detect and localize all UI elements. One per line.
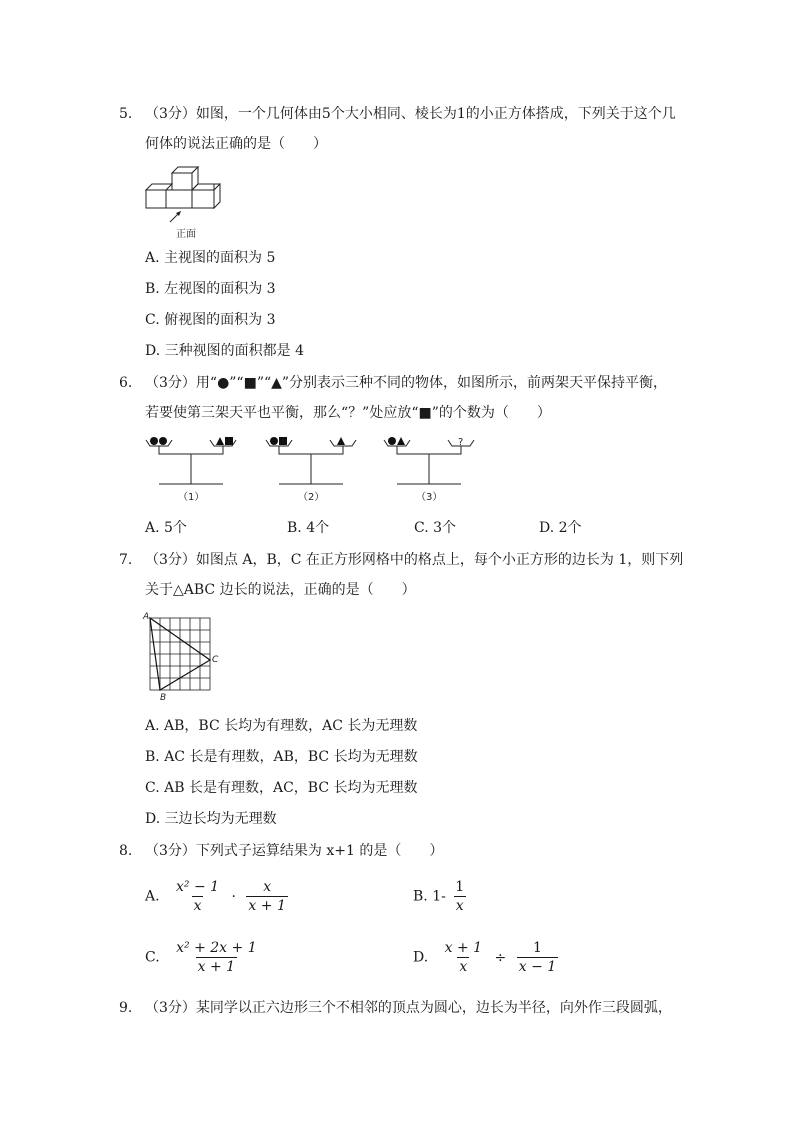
q6-text-1: （3分）用“●”“■”“▲”分别表示三种不同的物体，如图所示，前两架天平保持平衡， <box>145 375 668 391</box>
q7-option-b[interactable]: B. AC 长是有理数，AB，BC 长均为无理数 <box>145 749 418 765</box>
circle-shape <box>150 437 158 445</box>
q5-option-c[interactable]: C. 俯视图的面积为 3 <box>145 312 276 328</box>
numerator: 1 <box>455 879 465 895</box>
q6-option-c[interactable]: C. 3个 <box>414 520 457 536</box>
q5-text-1: （3分）如图，一个几何体由5个大小相同、棱长为1的小正方体搭成，下列关于这个几 <box>145 106 676 122</box>
q8-option-c-label: C. <box>145 949 160 966</box>
circle-shape <box>159 437 167 445</box>
q9-line1 <box>119 998 672 1018</box>
q6-line1 <box>119 373 667 393</box>
fraction <box>443 940 484 975</box>
q5-line1 <box>119 104 676 124</box>
q8-option-b[interactable] <box>413 879 469 914</box>
point-c-label: C <box>212 655 219 665</box>
fraction <box>517 940 558 975</box>
q5-option-a[interactable]: A. 主视图的面积为 5 <box>145 250 276 266</box>
q6-option-d[interactable]: D. 2个 <box>539 520 582 536</box>
square-shape <box>279 437 287 445</box>
q5-option-d[interactable]: D. 三种视图的面积都是 4 <box>145 343 304 359</box>
q5-cube-figure <box>140 160 230 242</box>
q7-line1 <box>119 550 683 570</box>
q7-text-1: （3分）如图点 A，B，C 在正方形网格中的格点上，每个小正方形的边长为 1，则下列 <box>145 552 684 568</box>
q6-text-2: 若要使第三架天平也平衡，那么“？”处应放“■”的个数为（ ） <box>145 405 551 421</box>
q5-number: 5. <box>119 106 133 122</box>
denominator: x <box>459 959 468 975</box>
denominator: x <box>193 898 202 914</box>
fraction <box>174 879 221 914</box>
square-shape <box>225 437 233 445</box>
triangle-shape <box>337 437 345 445</box>
fraction <box>246 879 287 914</box>
fraction <box>174 940 258 975</box>
point-a-label: A <box>143 612 150 622</box>
balance-scale-1 <box>146 440 236 484</box>
triangle-shape <box>397 437 405 445</box>
denominator: x <box>455 898 464 914</box>
q7-number: 7. <box>119 552 133 568</box>
q8-option-a[interactable] <box>145 879 291 914</box>
q6-option-b[interactable]: B. 4个 <box>287 520 330 536</box>
q8-option-a-label: A. <box>145 888 160 905</box>
q6-number: 6. <box>119 375 133 391</box>
numerator: x <box>263 879 272 895</box>
point-b-label: B <box>160 693 167 703</box>
q8-text-1: （3分）下列式子运算结果为 x+1 的是（ ） <box>145 843 444 859</box>
scale-label-3: （3） <box>416 492 443 503</box>
denominator: x − 1 <box>518 959 557 975</box>
numerator: x² + 2x + 1 <box>176 940 257 956</box>
numerator: x + 1 <box>444 940 483 956</box>
circle-shape <box>270 437 278 445</box>
denominator: x + 1 <box>197 959 236 975</box>
balance-scale-2 <box>266 440 356 484</box>
q5-front-label: 正面 <box>176 229 196 240</box>
q8-option-d[interactable] <box>413 940 561 975</box>
q9-text-1: （3分）某同学以正六边形三个不相邻的顶点为圆心，边长为半径，向外作三段圆弧， <box>145 1000 672 1016</box>
dot-operator: · <box>231 888 236 905</box>
q7-option-a[interactable]: A. AB，BC 长均为有理数，AC 长为无理数 <box>145 718 418 734</box>
q6-option-a[interactable]: A. 5个 <box>145 520 187 536</box>
q8-number: 8. <box>119 843 133 859</box>
scale-label-2: （2） <box>298 492 325 503</box>
scale-label-1: （1） <box>178 492 205 503</box>
q8-line1 <box>119 841 443 861</box>
q7-text-2: 关于△ABC 边长的说法，正确的是（ ） <box>145 582 416 598</box>
numerator: x² − 1 <box>176 879 220 895</box>
q8-option-d-label: D. <box>413 949 429 966</box>
q7-grid-figure <box>140 608 225 704</box>
q7-option-c[interactable]: C. AB 长是有理数，AC，BC 长均为无理数 <box>145 780 418 796</box>
q5-text-2: 何体的说法正确的是（ ） <box>145 136 327 152</box>
q8-option-b-prefix: 1- <box>432 888 446 905</box>
numerator: 1 <box>532 940 542 956</box>
question-mark: ? <box>458 437 464 448</box>
q7-option-d[interactable]: D. 三边长均为无理数 <box>145 811 277 827</box>
circle-shape <box>388 437 396 445</box>
fraction <box>453 879 466 914</box>
q5-option-b[interactable]: B. 左视图的面积为 3 <box>145 281 276 297</box>
q9-number: 9. <box>119 1000 133 1016</box>
q8-option-b-label: B. <box>413 888 428 905</box>
q8-option-c[interactable] <box>145 940 262 975</box>
triangle-shape <box>216 437 224 445</box>
divide-operator: ÷ <box>494 949 507 966</box>
q6-balance-figure <box>140 434 485 510</box>
denominator: x + 1 <box>248 898 286 914</box>
